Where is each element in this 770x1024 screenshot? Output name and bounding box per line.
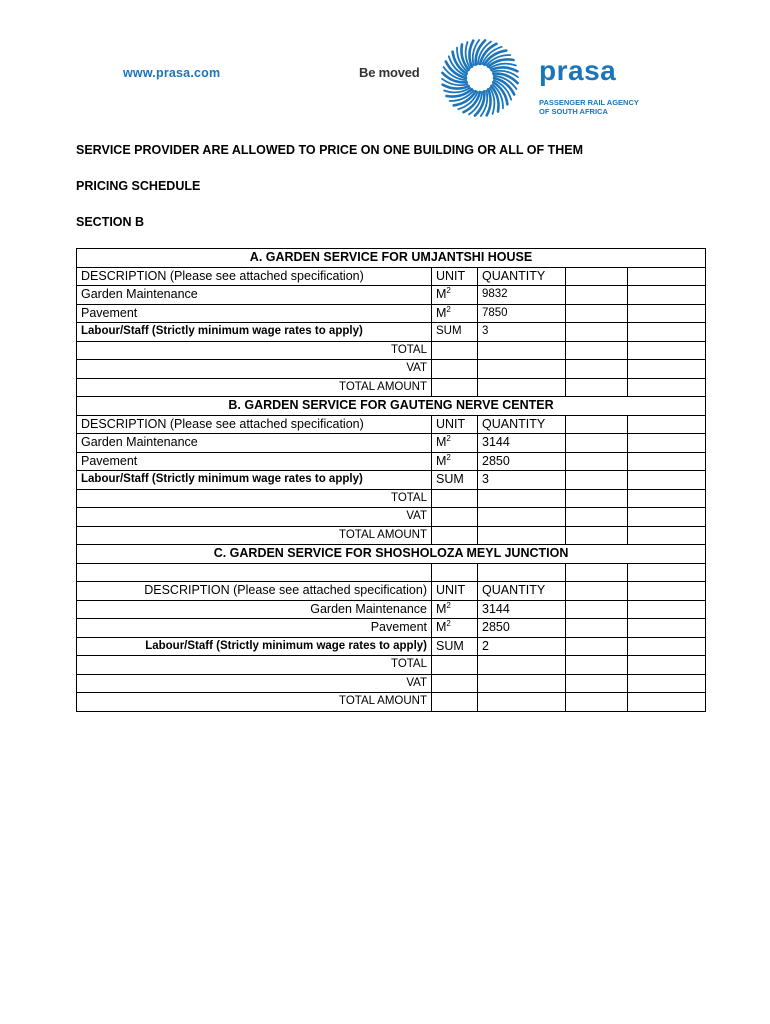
section-title: A. GARDEN SERVICE FOR UMJANTSHI HOUSE: [77, 249, 706, 268]
brand-logo-text: prasa: [539, 55, 617, 86]
total-amount-cell[interactable]: [432, 378, 478, 397]
vat-label: VAT: [77, 674, 432, 693]
vat-value-cell[interactable]: [478, 508, 566, 527]
section-title: B. GARDEN SERVICE FOR GAUTENG NERVE CENTER: [77, 397, 706, 416]
total-value-cell[interactable]: [478, 489, 566, 508]
vat-label: VAT: [77, 360, 432, 379]
rate-cell[interactable]: [566, 619, 628, 638]
table-row: [77, 471, 706, 490]
description-header: DESCRIPTION (Please see attached specification): [77, 415, 432, 434]
vat-row: [77, 674, 706, 693]
unit-cell: $M^2$: [432, 452, 478, 471]
amount-cell[interactable]: [628, 582, 706, 601]
unit-header: UNIT: [432, 267, 478, 286]
provider-note: SERVICE PROVIDER ARE ALLOWED TO PRICE ON ONE BUILDING OR ALL OF THEM: [76, 143, 583, 157]
quantity-cell: 2: [478, 637, 566, 656]
total-amount-value-cell[interactable]: [478, 526, 566, 545]
item-description: Labour/Staff (Strictly minimum wage rates to apply): [77, 323, 432, 342]
total-amount-value-cell[interactable]: [478, 693, 566, 712]
unit-header: UNIT: [432, 582, 478, 601]
table-row: [77, 637, 706, 656]
vat-row: [77, 508, 706, 527]
quantity-cell: 2850: [478, 452, 566, 471]
rate-cell[interactable]: [566, 267, 628, 286]
amount-cell[interactable]: [628, 600, 706, 619]
amount-cell[interactable]: [628, 267, 706, 286]
total-row: [77, 656, 706, 675]
blank-row: [77, 563, 706, 582]
section-a-title-row: [77, 249, 706, 268]
amount-cell[interactable]: [628, 471, 706, 490]
section-b-heading: SECTION B: [76, 215, 145, 229]
rate-cell[interactable]: [566, 582, 628, 601]
item-description: Pavement: [77, 619, 432, 638]
unit-cell: SUM: [432, 637, 478, 656]
quantity-cell: 3: [478, 323, 566, 342]
vat-cell[interactable]: [432, 674, 478, 693]
quantity-cell: 7850: [478, 304, 566, 323]
total-amount-label: TOTAL AMOUNT: [77, 526, 432, 545]
table-row: [77, 415, 706, 434]
rate-cell[interactable]: [566, 563, 628, 582]
unit-header: UNIT: [432, 415, 478, 434]
amount-cell[interactable]: [628, 563, 706, 582]
total-amount-row: [77, 526, 706, 545]
amount-cell[interactable]: [628, 452, 706, 471]
vat-label: VAT: [77, 508, 432, 527]
item-description: Pavement: [77, 452, 432, 471]
total-amount-row: [77, 693, 706, 712]
quantity-header: QUANTITY: [478, 582, 566, 601]
unit-cell: $M^2$: [432, 434, 478, 453]
tagline: Be moved: [359, 65, 420, 80]
quantity-header: QUANTITY: [478, 415, 566, 434]
rate-cell[interactable]: [566, 304, 628, 323]
total-label: TOTAL: [77, 489, 432, 508]
item-description: Garden Maintenance: [77, 434, 432, 453]
section-title: C. GARDEN SERVICE FOR SHOSHOLOZA MEYL JUNCTION: [77, 545, 706, 564]
prasa-swirl-logo-icon: [440, 38, 520, 118]
rate-cell[interactable]: [566, 286, 628, 305]
item-description: Garden Maintenance: [77, 600, 432, 619]
vat-value-cell[interactable]: [478, 674, 566, 693]
table-row: [77, 323, 706, 342]
total-amount-cell[interactable]: [432, 526, 478, 545]
total-row: [77, 341, 706, 360]
rate-cell[interactable]: [566, 434, 628, 453]
table-row: [77, 286, 706, 305]
total-label: TOTAL: [77, 341, 432, 360]
page-header: [0, 0, 770, 130]
total-value-cell[interactable]: [478, 341, 566, 360]
amount-cell[interactable]: [628, 619, 706, 638]
amount-cell[interactable]: [628, 323, 706, 342]
vat-value-cell[interactable]: [478, 360, 566, 379]
total-row: [77, 489, 706, 508]
total-amount-label: TOTAL AMOUNT: [77, 693, 432, 712]
amount-cell[interactable]: [628, 286, 706, 305]
amount-cell[interactable]: [628, 434, 706, 453]
section-c-title-row: [77, 545, 706, 564]
quantity-cell: 3144: [478, 434, 566, 453]
unit-cell: SUM: [432, 471, 478, 490]
brand-subtitle: PASSENGER RAIL AGENCY OF SOUTH AFRICA: [539, 98, 639, 116]
unit-cell: $M^2$: [432, 304, 478, 323]
total-amount-row: [77, 378, 706, 397]
total-value-cell[interactable]: [478, 656, 566, 675]
total-label: TOTAL: [77, 656, 432, 675]
table-row: [77, 600, 706, 619]
item-description: Labour/Staff (Strictly minimum wage rates to apply): [77, 637, 432, 656]
quantity-header: QUANTITY: [478, 267, 566, 286]
section-b-title-row: [77, 397, 706, 416]
total-amount-value-cell[interactable]: [478, 378, 566, 397]
description-header: DESCRIPTION (Please see attached specification): [77, 582, 432, 601]
table-row: [77, 619, 706, 638]
pricing-schedule-heading: PRICING SCHEDULE: [76, 179, 201, 193]
unit-cell: $M^2$: [432, 286, 478, 305]
amount-cell[interactable]: [628, 637, 706, 656]
rate-cell[interactable]: [566, 323, 628, 342]
total-amount-label: TOTAL AMOUNT: [77, 378, 432, 397]
item-description: Pavement: [77, 304, 432, 323]
vat-cell[interactable]: [432, 360, 478, 379]
rate-cell[interactable]: [566, 471, 628, 490]
table-row: [77, 582, 706, 601]
table-row: [77, 434, 706, 453]
table-row: [77, 304, 706, 323]
table-row: [77, 452, 706, 471]
amount-cell[interactable]: [628, 415, 706, 434]
rate-cell[interactable]: [566, 600, 628, 619]
vat-row: [77, 360, 706, 379]
total-amount-cell[interactable]: [432, 693, 478, 712]
item-description: Garden Maintenance: [77, 286, 432, 305]
rate-cell[interactable]: [566, 452, 628, 471]
website-url[interactable]: www.prasa.com: [123, 66, 221, 80]
unit-cell: SUM: [432, 323, 478, 342]
quantity-cell: 3144: [478, 600, 566, 619]
total-cell[interactable]: [432, 656, 478, 675]
item-description: Labour/Staff (Strictly minimum wage rates to apply): [77, 471, 432, 490]
description-header: DESCRIPTION (Please see attached specification): [77, 267, 432, 286]
unit-cell: $M^2$: [432, 600, 478, 619]
amount-cell[interactable]: [628, 304, 706, 323]
vat-cell[interactable]: [432, 508, 478, 527]
unit-cell: $M^2$: [432, 619, 478, 638]
quantity-cell: 9832: [478, 286, 566, 305]
table-row: [77, 267, 706, 286]
total-cell[interactable]: [432, 489, 478, 508]
total-cell[interactable]: [432, 341, 478, 360]
pricing-table: [76, 248, 706, 712]
quantity-cell: 3: [478, 471, 566, 490]
quantity-cell: 2850: [478, 619, 566, 638]
rate-cell[interactable]: [566, 637, 628, 656]
rate-cell[interactable]: [566, 415, 628, 434]
